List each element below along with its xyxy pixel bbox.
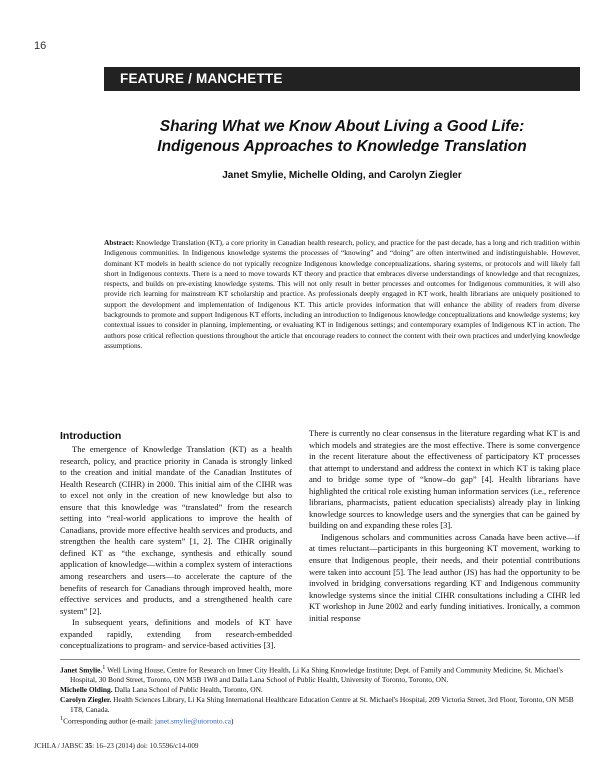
affiliation-text: Dalla Lana School of Public Health, Toronto, ON. xyxy=(112,685,263,695)
affiliation-name: Michelle Olding. xyxy=(60,685,113,695)
affiliation-text: Health Sciences Library, Li Ka Shing International Healthcare Education Centre at St. Michael's Hospital, 209 Victoria Street, 3rd Floor, Toronto, ON M5B 1T8, Canada. xyxy=(70,695,574,715)
left-paragraph-1: The emergence of Knowledge Translation (KT) as a health research, policy, and practice priority in Canada is strongly linked to the creation and initial mandate of the Canadian Institutes of Health Research (CIHR) in 2000. This initial aim of the CIHR was to excel not only in the creation of new knowledge but also to ensure that this knowledge was “translated” from the research setting into “real-world applications to improve the health of Canadians, provide more effective health services and products, and strengthen the health care system” [1, 2]. The CIHR originally defined KT as “the exchange, synthesis and ethically sound application of knowledge—within a complex system of interactions among researchers and users—to accelerate the capture of the benefits of research for Canadians through improved health, more effective services and products, and a strengthened health care system” [2]. xyxy=(60,444,292,616)
abstract xyxy=(104,238,580,351)
title-line-1: Sharing What we Know About Living a Good Life: xyxy=(159,118,525,135)
right-paragraph-2: Indigenous scholars and communities across Canada have been active—if at times reluctant—participants in this burgeoning KT movement, working to ensure that Indigenous people, their needs, and their potential contributions were taken into account [5]. The lead author (JS) has had the opportunity to be involved in bridging conversations regarding KT and Indigenous community knowledge systems since the initial CIHR consultations including a CIHR led KT workshop in June 2002 and early funding initiatives. Ironically, a common initial response xyxy=(309,531,580,623)
left-column xyxy=(60,444,292,652)
affiliation-ziegler xyxy=(60,695,580,715)
right-column xyxy=(309,428,580,624)
affiliation-divider xyxy=(60,659,580,660)
corresponding-email-link[interactable]: janet.smylie@utoronto.ca xyxy=(154,716,232,726)
footer-journal: JCHLA / JABSC xyxy=(34,742,85,750)
right-paragraph-1: There is currently no clear consensus in the literature regarding what KT is and which models and strategies are the most effective. There is some convergence in the recent literature about the effectiveness of participatory KT processes that attempt to understand and address the context in which KT is taking place and to bridge some type of “know–do gap” [4]. Health librarians have highlighted the critical role existing human information services (i.e., reference librarians, pharmacists, patient education specialists) already play in linking knowledge sources to knowledge users and the synergies that can be gained by building on and expanding these roles [3]. xyxy=(309,428,580,531)
affiliation-text: Well Living House, Centre for Research on Inner City Health, Li Ka Shing Knowledge Institute; Dept. of Family and Community Medicine, St. Michael's Hospital, 30 Bond Street, Toronto, ON M5B 1W8 and Dalla Lana School of Public Health, University of Toronto, Toronto, ON. xyxy=(70,665,563,685)
affiliations xyxy=(60,664,580,726)
corresponding-text: Corresponding author (e-mail: xyxy=(63,716,155,726)
affiliation-smylie xyxy=(60,664,580,685)
affiliation-name: Janet Smylie. xyxy=(60,665,103,675)
left-paragraph-2: In subsequent years, definitions and models of KT have expanded rapidly, extending from research-embedded conceptualizations to program- and service-based activities [3]. xyxy=(60,617,292,651)
corresponding-close: ) xyxy=(231,716,234,726)
affiliation-olding xyxy=(60,685,580,695)
article-title xyxy=(104,117,580,157)
footer-volume: 35 xyxy=(84,742,93,750)
introduction-heading: Introduction xyxy=(60,430,122,442)
affiliation-superscript: 1 xyxy=(102,665,106,671)
title-line-2: Indigenous Approaches to Knowledge Translation xyxy=(157,138,527,155)
corresponding-author xyxy=(60,715,580,726)
section-banner: FEATURE / MANCHETTE xyxy=(104,67,580,91)
abstract-text: Knowledge Translation (KT), a core priority in Canadian health research, policy, and practice for the past decade, has a long and rich tradition within Indigenous communities. In Indigenous knowledge systems the processes of “knowing” and “doing” are often intertwined and indistinguishable. However, dominant KT models in health science do not typically recognize Indigenous knowledge conceptualizations, sharing systems, or protocols and will likely fall short in Indigenous contexts. There is a need to move towards KT theory and practice that embraces diverse understandings of knowledge and that recognizes, respects, and builds on pre-existing knowledge systems. This will not only result in better processes and outcomes for Indigenous communities, it will also provide rich learning for mainstream KT scholarship and practice. As professionals deeply engaged in KT work, health librarians are uniquely positioned to support the development and implementation of Indigenous KT. This article provides information that will enhance the ability of readers from diverse backgrounds to promote and support Indigenous KT efforts, including an introduction to Indigenous knowledge conceptualizations and knowledge systems; key contextual issues to consider in planning, implementing, or evaluating KT in Indigenous settings; and contemporary examples of Indigenous KT in action. The authors pose critical reflection questions throughout the article that encourage readers to connect the content with their own practices and underlying knowledge assumptions. xyxy=(104,238,580,350)
abstract-label: Abstract: xyxy=(104,238,134,247)
page-number: 16 xyxy=(34,40,47,52)
page-footer xyxy=(34,742,199,750)
affiliation-name: Carolyn Ziegler. xyxy=(60,695,112,705)
corresponding-superscript: 1 xyxy=(60,716,64,722)
footer-citation: : 16–23 (2014) doi: 10.5596/c14-009 xyxy=(92,742,199,750)
author-list: Janet Smylie, Michelle Olding, and Carolyn Ziegler xyxy=(222,170,462,181)
